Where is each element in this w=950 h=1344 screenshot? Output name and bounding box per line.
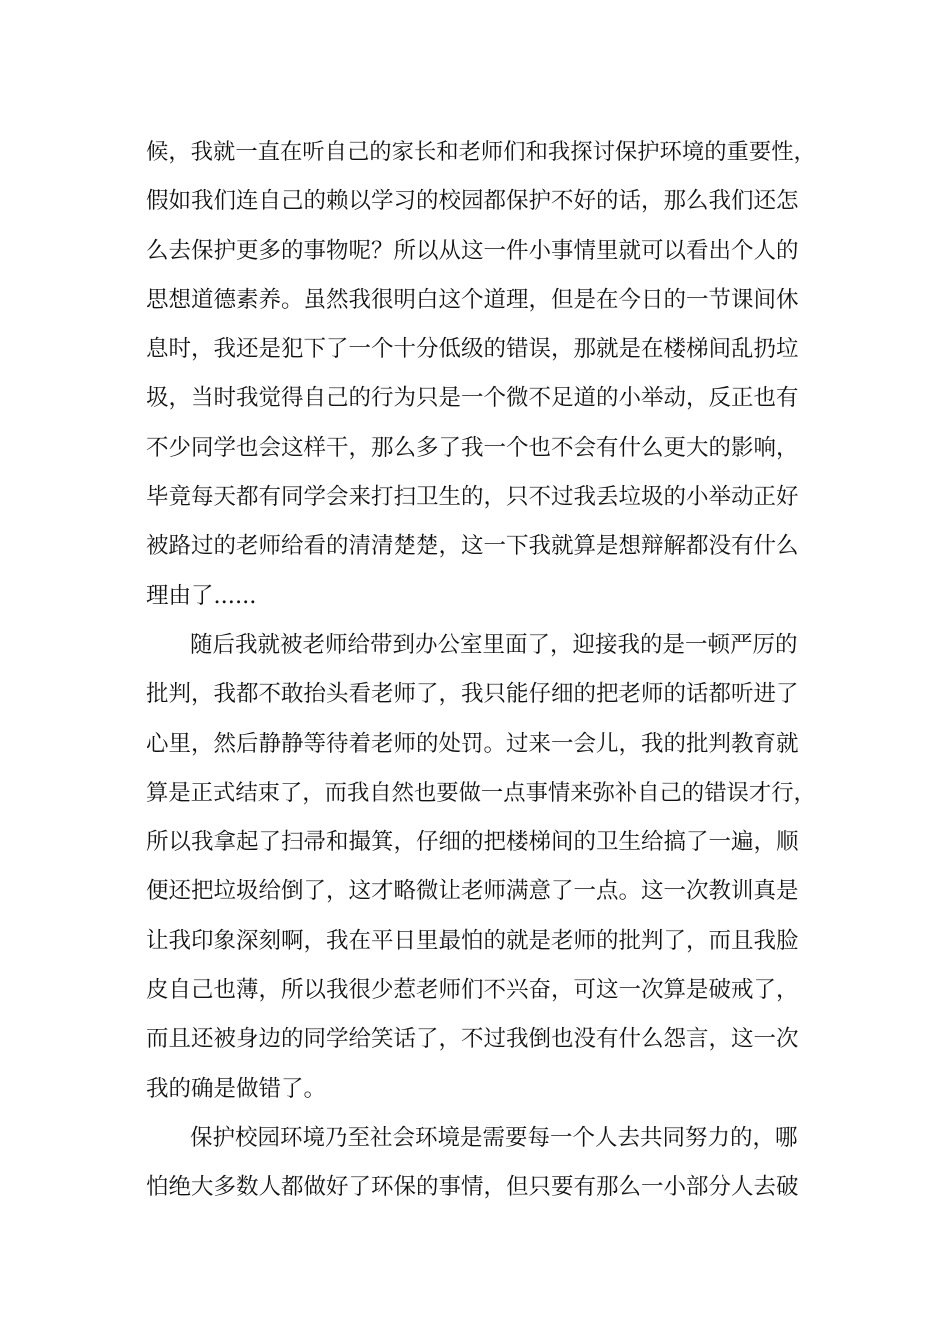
text-line: 思想道德素养。虽然我很明白这个道理，但是在今日的一节课间休 xyxy=(146,286,799,313)
text-line: 我的确是做错了。 xyxy=(146,1075,327,1102)
text-line: 么去保护更多的事物呢？所以从这一件小事情里就可以看出个人的 xyxy=(146,237,799,264)
text-line: 便还把垃圾给倒了，这才略微让老师满意了一点。这一次教训真是 xyxy=(146,878,799,905)
text-line: 假如我们连自己的赖以学习的校园都保护不好的话，那么我们还怎 xyxy=(146,188,799,215)
text-line: 理由了...... xyxy=(146,582,257,609)
body-text xyxy=(146,128,816,1213)
text-line: 候，我就一直在听自己的家长和老师们和我探讨保护环境的重要性， xyxy=(146,139,816,165)
text-line: 息时，我还是犯下了一个十分低级的错误，那就是在楼梯间乱扔垃 xyxy=(146,336,799,363)
text-line: 算是正式结束了，而我自然也要做一点事情来弥补自己的错误才行， xyxy=(146,779,816,806)
text-line: 心里，然后静静等待着老师的处罚。过来一会儿，我的批判教育就 xyxy=(146,730,799,757)
text-line: 所以我拿起了扫帚和撮箕，仔细的把楼梯间的卫生给搞了一遍，顺 xyxy=(146,829,799,856)
text-line: 让我印象深刻啊，我在平日里最怕的就是老师的批判了，而且我脸 xyxy=(146,927,799,954)
text-line: 批判，我都不敢抬头看老师了，我只能仔细的把老师的话都听进了 xyxy=(146,681,799,708)
text-line: 毕竟每天都有同学会来打扫卫生的，只不过我丢垃圾的小举动正好 xyxy=(146,484,799,511)
text-line: 怕绝大多数人都做好了环保的事情，但只要有那么一小部分人去破 xyxy=(146,1174,799,1201)
paragraph-first-line: 保护校园环境乃至社会环境是需要每一个人去共同努力的，哪 xyxy=(190,1124,798,1151)
text-line: 而且还被身边的同学给笑话了，不过我倒也没有什么怨言，这一次 xyxy=(146,1026,799,1053)
text-line: 被路过的老师给看的清清楚楚，这一下我就算是想辩解都没有什么 xyxy=(146,533,799,560)
text-line: 圾，当时我觉得自己的行为只是一个微不足道的小举动，反正也有 xyxy=(146,385,799,412)
text-line: 皮自己也薄，所以我很少惹老师们不兴奋，可这一次算是破戒了， xyxy=(146,977,799,1004)
text-line: 不少同学也会这样干，那么多了我一个也不会有什么更大的影响， xyxy=(146,434,799,461)
paragraph-first-line: 随后我就被老师给带到办公室里面了，迎接我的是一顿严厉的 xyxy=(190,631,798,658)
